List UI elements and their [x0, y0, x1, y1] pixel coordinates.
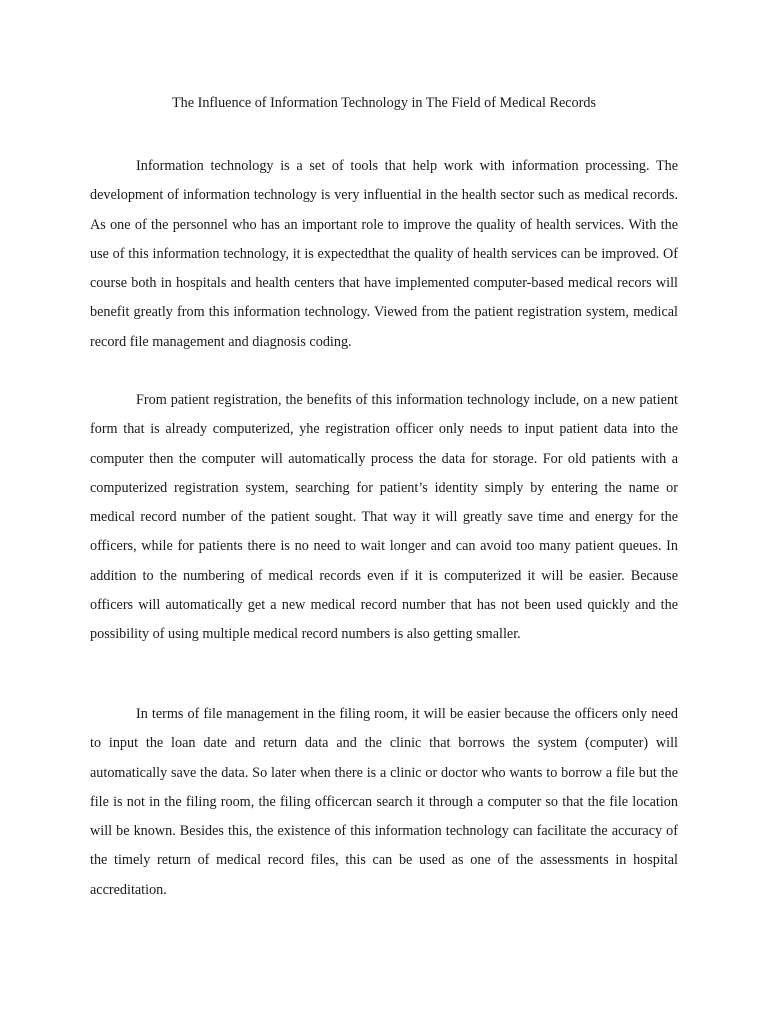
- paragraph-intro: Information technology is a set of tools that help work with information processing. The development of information technology is very influential in the health sector such as medical records. As one of the personnel who has an important role to improve the quality of health services. With the use of this information technology, it is expectedthat the quality of health services can be improved. Of course both in hospitals and health centers that have implemented computer-based medical recors will benefit greatly from this information technology. Viewed from the patient registration system, medical record file management and diagnosis coding.: [90, 158, 678, 350]
- document-title: The Influence of Information Technology in The Field of Medical Records: [172, 95, 596, 111]
- paragraph-patient-registration: From patient registration, the benefits of this information technology include, on a new patient form that is already computerized, yhe registration officer only needs to input patient data into the computer then the computer will automatically process the data for storage. For old patients with a computerized registration system, searching for patient’s identity simply by entering the name or medical record number of the patient sought. That way it will greatly save time and energy for the officers, while for patients there is no need to wait longer and can avoid too many patient queues. In addition to the numbering of medical records even if it is computerized it will be easier. Because officers will automatically get a new medical record number that has not been used quickly and the possibility of using multiple medical record numbers is also getting smaller.: [90, 392, 678, 643]
- paragraph-file-management: In terms of file management in the filing room, it will be easier because the officers only need to input the loan date and return data and the clinic that borrows the system (computer) will automatically save the data. So later when there is a clinic or doctor who wants to borrow a file but the file is not in the filing room, the filing officercan search it through a computer so that the file location will be known. Besides this, the existence of this information technology can facilitate the accuracy of the timely return of medical record files, this can be used as one of the assessments in hospital accreditation.: [90, 706, 678, 898]
